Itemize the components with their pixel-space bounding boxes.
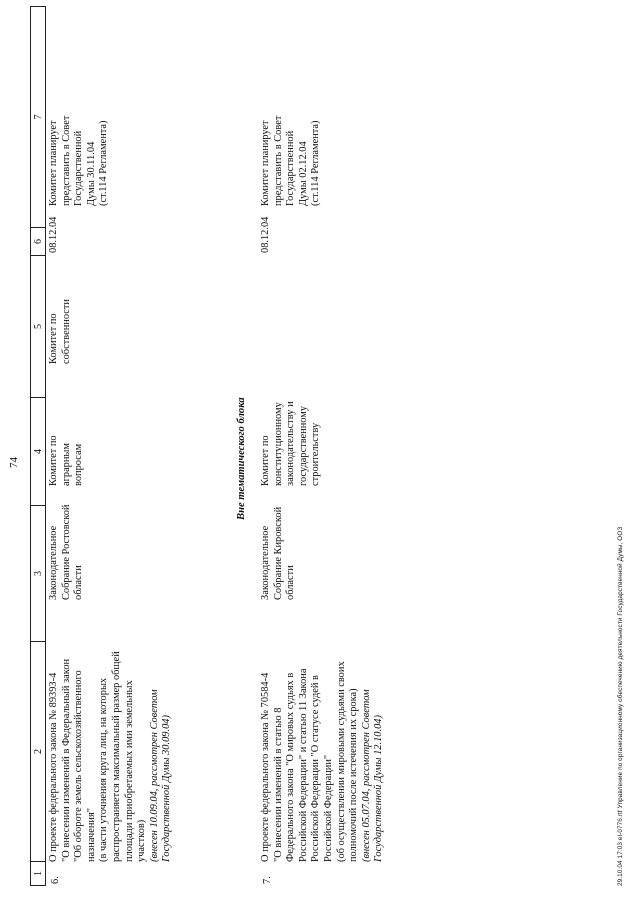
initiator: Законодательное Собрание Кировской области bbox=[260, 506, 297, 600]
row-number: 7. bbox=[262, 876, 273, 884]
plan-note: Комитет планирует представить в Совет Государственной Думы 30.11.04 (ст.114 Регламента) bbox=[48, 115, 110, 206]
document-footer: 29.10.04 17:03 el-0776.rtf Управление по организационному обеспечению деятельности Государственной Думы, ООЗ bbox=[617, 526, 624, 886]
review-date: 08.12.04 bbox=[260, 216, 271, 253]
bill-description bbox=[48, 644, 174, 862]
bill-title: О проекте федерального закона № 70584-4 "О внесении изменений в статью 8 Федерального закона "О мировых судьях в Российской Федерации" и статью 11 Закона Российской Федерации "О статусе судей в Российской Федерации" (об осуществлении мировыми судьями своих полномочий после истечения их срока) bbox=[260, 661, 360, 862]
section-title: Вне тематического блока bbox=[236, 397, 247, 520]
column-header-3: 3 bbox=[30, 506, 46, 642]
bill-title: О проекте федерального закона № 89393-4 "О внесении изменений в Федеральный закон "Об обороте земель сельскохозяйственного назначения" (в части уточнения круга лиц, на которых распространяется максимальный размер общей площади приобретаемых ими земельных участков) bbox=[48, 651, 148, 862]
initiator: Законодательное Собрание Ростовской области bbox=[48, 504, 85, 600]
column-header-4: 4 bbox=[30, 398, 46, 506]
co-executor-committee: Комитет по собственности bbox=[48, 299, 72, 364]
row-number: 6. bbox=[50, 876, 61, 884]
column-header-6: 6 bbox=[30, 228, 46, 256]
bill-description bbox=[260, 644, 386, 862]
plan-note: Комитет планирует представить в Совет Государственной Думы 02.12.04 (ст.114 Регламента) bbox=[260, 115, 322, 206]
page-number: 74 bbox=[8, 457, 20, 468]
column-header-7: 7 bbox=[30, 6, 46, 228]
responsible-committee: Комитет по конституционному законодательству и государственному строительству bbox=[260, 401, 322, 486]
review-date: 08.12.04 bbox=[48, 216, 59, 253]
bill-status-note: (внесен 10.09.04, рассмотрен Советом Государственной Думы 30.09.04) bbox=[148, 689, 173, 862]
column-header-2: 2 bbox=[30, 642, 46, 862]
column-header-5: 5 bbox=[30, 256, 46, 398]
column-header-1: 1 bbox=[30, 862, 46, 886]
bill-status-note: (внесен 05.07.04, рассмотрен Советом Государственной Думы 12.10.04) bbox=[360, 689, 385, 862]
responsible-committee: Комитет по аграрным вопросам bbox=[48, 435, 85, 486]
